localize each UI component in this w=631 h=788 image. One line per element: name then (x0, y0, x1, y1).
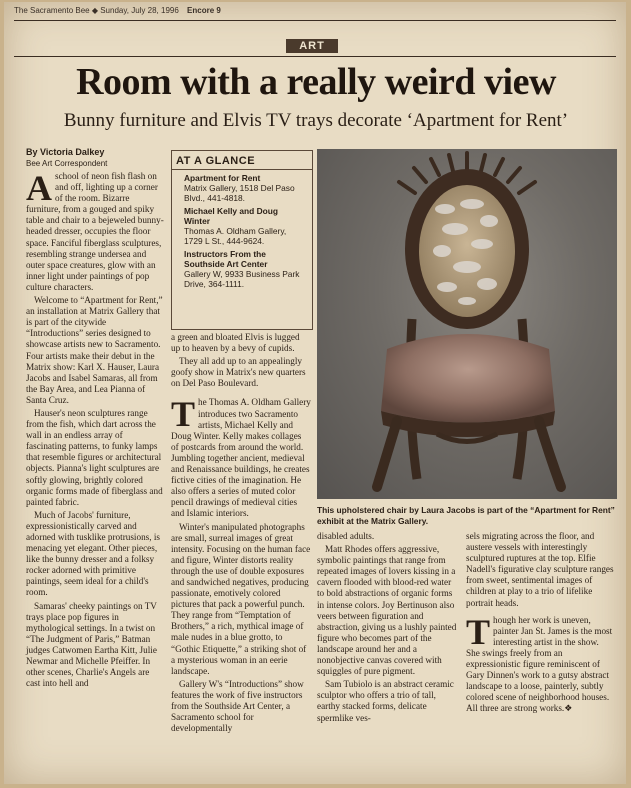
glance-entry-name: Michael Kelly and Doug Winter (184, 206, 279, 226)
glance-entry-info: Thomas A. Oldham Gallery, 1729 L St., 444-9624. (184, 226, 287, 246)
newspaper-page (4, 2, 626, 784)
paragraph: Gallery W's “Introductions” show features the work of five instructors from the Southside Art Center, a Sacramento school for developmentally (171, 678, 304, 734)
paragraph: a green and bloated Elvis is lugged up to heaven by a bevy of cupids. (171, 332, 300, 354)
section-rule (14, 56, 616, 57)
drop-cap: A (26, 168, 52, 208)
glance-entry (172, 203, 312, 246)
paragraph: The Thomas A. Oldham Gallery introduces two Sacramento artists, Michael Kelly and Doug Winter. Kelly makes collages of postcards from around the world. Jumbling together ancient, medieval and Renaissance buildings, he creates fictive cities of the imagination. He also offers a series of muted color pencil drawings of medieval cities and Islamic interiors. (171, 394, 311, 519)
upholstered-chair-image (317, 149, 617, 499)
glance-entry-info: Gallery W, 9933 Business Park Drive, 364-1111. (184, 269, 300, 289)
masthead-paper: The Sacramento Bee (14, 6, 90, 15)
paragraph: sels migrating across the floor, and austere vessels with interestingly sculptured ruptures at the top. Elfie Nadell's figurative clay sculpture ranges from sweet, sentimental images of children at play to a trio of lifelike portrait heads. (466, 531, 614, 608)
masthead-bullet-icon: ◆ (91, 6, 101, 15)
article-column-3 (317, 531, 458, 726)
article-column-4 (466, 531, 614, 717)
paragraph: Winter's manipulated photographs are small, surreal images of great intensity. Focusing on the human face and figure, Winter distorts reality through the use of double exposures and sandwiched negatives, producing passionate, emotively colored pictures that pack a powerful punch. They range from “Temptation of Brothers,” a rich, mythical image of male nudes in a blue grotto, to “Gothic Etiquette,” a striking shot of a mysterious woman in an eerie landscape. (171, 521, 311, 676)
deck: Bunny furniture and Elvis TV trays decorate ‘Apartment for Rent’ (63, 110, 569, 131)
at-a-glance-title: AT A GLANCE (172, 151, 312, 170)
byline-credit: Bee Art Correspondent (26, 159, 108, 168)
drop-cap: T (171, 394, 196, 435)
glance-entry (172, 170, 312, 203)
section-label: ART (286, 39, 338, 53)
paragraph: Sam Tubiolo is an abstract ceramic sculptor who offers a trio of tall, earthy stacked forms, delicate spermlike ves- (317, 679, 454, 723)
article-column-1 (26, 168, 164, 691)
chair-photo (317, 149, 617, 499)
glance-entry (172, 246, 312, 289)
masthead-rule (14, 20, 616, 21)
paragraph: disabled adults. (317, 531, 375, 541)
paragraph: Much of Jacobs' furniture, expressionistically carved and adorned with tusklike protrusions, is menacing yet elegant. Other pieces, like the bunny dresser and a folksy rocker adorned with primitive paintings, seem ideal for a child's room. (26, 509, 160, 598)
paragraph: Samaras' cheeky paintings on TV trays place pop figures in mythological settings. In a twist on “The Judgment of Paris,” Batman judges Catwomen Eartha Kitt, Julie Newmar and Michelle Pfeiffer. In other scenes, Charlie's Angels are cast into hell and (26, 600, 157, 689)
at-a-glance-box (171, 150, 313, 330)
masthead (14, 6, 221, 15)
drop-cap: T (466, 611, 491, 652)
masthead-date: Sunday, July 28, 1996 (100, 6, 179, 15)
paragraph: Welcome to “Apartment for Rent,” an installation at Matrix Gallery that is part of the citywide “Introductions” series designed to showcase artists new to Sacramento. Four artists make their debut in the Matrix show: Karl X. Hauser, Laura Jacobs and Isabel Samaras, all from the Bay Area, and Lea Pianna of Santa Cruz. (26, 295, 163, 405)
paragraph: They all add up to an appealingly goofy show in Matrix's new quarters on Del Paso Boulevard. (171, 356, 306, 389)
article-column-2 (171, 332, 311, 736)
headline: Room with a really weird view (76, 61, 556, 103)
paragraph: Hauser's neon sculptures range from the fish, which dart across the wall in an endless array of fascinating patterns, to funky lamps that resemble figures or architectural objects. Pianna's light sculptures are softly glowing, brightly colored organic forms made of fiberglass and painted fabric. (26, 407, 163, 507)
photo-caption: This upholstered chair by Laura Jacobs is part of the “Apartment for Rent” exhibit at the Matrix Gallery. (317, 505, 615, 526)
paragraph: Though her work is uneven, painter Jan St. James is the most interesting artist in the show. She swings freely from an expressionistic figure reminiscent of Gary Dinnen's work to a gutsy abstract landscape to a loose, painterly, subtly colored scene of neighborhood houses. All three are strong works.❖ (466, 611, 613, 714)
glance-entry-info: Matrix Gallery, 1518 Del Paso Blvd., 441-4818. (184, 183, 295, 203)
end-mark-icon: ❖ (564, 703, 573, 714)
glance-entry-name: Instructors From the Southside Art Center (184, 249, 268, 269)
masthead-section-page: Encore 9 (187, 6, 221, 15)
glance-entry-name: Apartment for Rent (184, 173, 261, 183)
paragraph: Matt Rhodes offers aggressive, symbolic paintings that range from repeated images of lovers kissing in a cavern flooded with blood-red water to bold abstractions of organic forms in intense colors. Joy Bertinuson also veers between figuration and abstraction, giving us a lushly painted figure who becomes part of the landscape around her and a nonobjective canvas covered with squiggles of pure pigment. (317, 544, 457, 677)
byline: By Victoria Dalkey (26, 147, 105, 157)
paragraph: A school of neon fish flash on and off, lighting up a corner of the room. Bizarre furniture, from a gouged and spiky table and chair to a bejeweled bunny-headed dresser, occupies the floor space. Fanciful fiberglass sculptures, resembling strange undersea and outer space creatures, glow with an inner light under paintings of pop culture characters. (26, 168, 164, 292)
